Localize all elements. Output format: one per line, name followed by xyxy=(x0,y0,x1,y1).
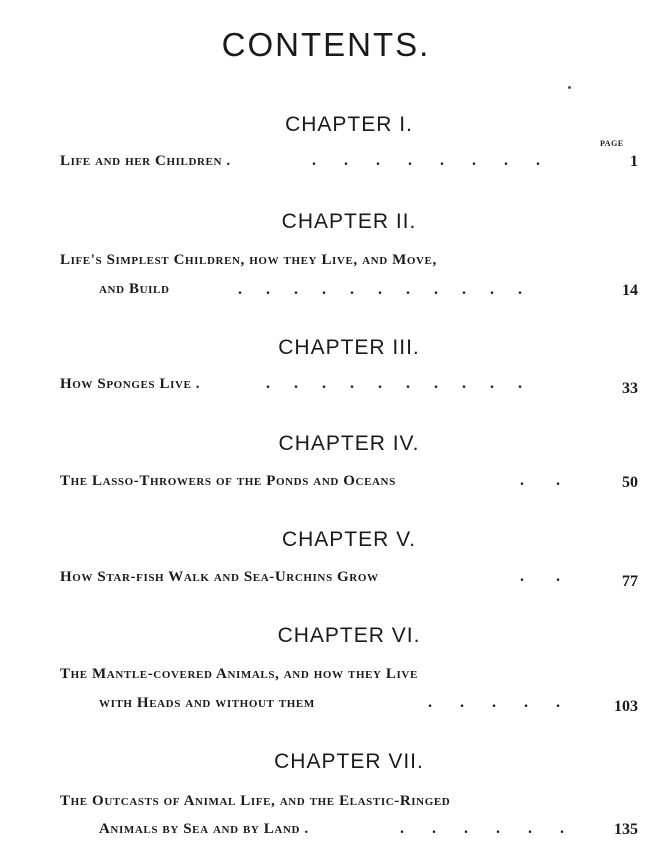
page-column-label: PAGE xyxy=(600,139,624,148)
print-speck xyxy=(568,86,571,89)
page-title: CONTENTS. xyxy=(221,26,431,63)
chapter-6-leader-dots: . . . . . xyxy=(428,694,560,711)
chapter-6-title-line-1: The Mantle-covered Animals, and how they Live xyxy=(60,666,418,682)
chapter-heading-6: CHAPTER VI. xyxy=(277,624,421,647)
chapter-3-leader-dots: . . . . . . . . . . xyxy=(266,375,522,392)
chapter-3-title: How Sponges Live . xyxy=(60,376,201,392)
chapter-heading-2: CHAPTER II. xyxy=(281,210,417,233)
chapter-heading-3: CHAPTER III. xyxy=(278,336,420,359)
chapter-1-title: Life and her Children . xyxy=(60,153,231,169)
chapter-4-page: 50 xyxy=(622,474,638,491)
chapter-2-title-line-2: and Build xyxy=(99,281,170,297)
chapter-heading-4: CHAPTER IV. xyxy=(278,432,420,455)
chapter-5-page: 77 xyxy=(622,573,638,590)
chapter-heading-7: CHAPTER VII. xyxy=(274,750,424,773)
chapter-4-title: The Lasso-Throwers of the Ponds and Oceans xyxy=(60,473,396,489)
chapter-7-leader-dots: . . . . . . xyxy=(400,820,564,837)
chapter-1-page: 1 xyxy=(630,153,638,170)
chapter-6-page: 103 xyxy=(614,698,638,715)
chapter-3-page: 33 xyxy=(622,380,638,397)
chapter-1-leader-dots: . . . . . . . . xyxy=(312,152,540,169)
chapter-5-title: How Star-fish Walk and Sea-Urchins Grow xyxy=(60,569,379,585)
chapter-6-title-line-2: with Heads and without them xyxy=(99,695,315,711)
chapter-2-leader-dots: . . . . . . . . . . . xyxy=(238,281,522,298)
chapter-5-leader-dots: . . xyxy=(520,568,560,585)
chapter-2-page: 14 xyxy=(622,282,638,299)
chapter-2-title-line-1: Life's Simplest Children, how they Live, and Move, xyxy=(60,252,437,268)
chapter-heading-5: CHAPTER V. xyxy=(281,528,417,551)
chapter-heading-1: CHAPTER I. xyxy=(285,113,413,136)
chapter-7-title-line-2: Animals by Sea and by Land . xyxy=(99,821,309,837)
chapter-7-title-line-1: The Outcasts of Animal Life, and the Elastic-Ringed xyxy=(60,793,451,809)
chapter-7-page: 135 xyxy=(614,821,638,838)
chapter-4-leader-dots: . . xyxy=(520,472,560,489)
